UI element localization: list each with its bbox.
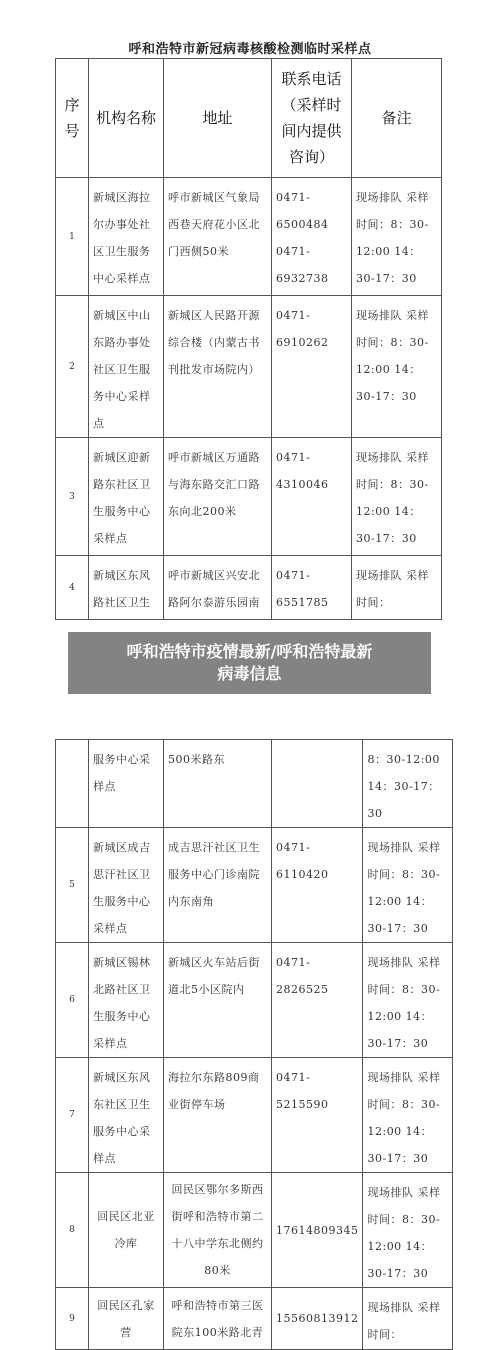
row-index: 7 [56,1058,89,1173]
header-address: 地址 [164,59,272,178]
row-org: 新城区成吉思汗社区卫生服务中心采样点 [89,828,164,943]
header-phone: 联系电话（采样时间内提供咨询） [272,59,352,178]
headline-line-2: 病毒信息 [217,664,282,683]
headline-line-1: 呼和浩特市疫情最新/呼和浩特最新 [126,642,373,661]
row-note: 现场排队 采样时间：8：30-12:00 14：30-17：30 [352,438,442,556]
row-note: 现场排队 采样时间：8：30-12:00 14：30-17：30 [363,943,453,1058]
row-org: 新城区东风路社区卫生 [89,556,164,620]
table-header-row [56,59,442,178]
header-index: 序号 [56,59,89,178]
table-row [56,1288,453,1350]
row-address: 呼市新城区万通路与海东路交汇口路东向北200米 [164,438,272,556]
row-org: 服务中心采样点 [89,740,164,828]
headline-banner [68,632,431,694]
table-row [56,178,442,296]
row-phone: 17614809345 [272,1173,363,1288]
header-note: 备注 [352,59,442,178]
table-row [56,1058,453,1173]
row-address: 呼和浩特市第三医院东100米路北青 [164,1288,272,1350]
row-index: 4 [56,556,89,620]
row-note: 现场排队 采样时间：8：30-12:00 14：30-17：30 [363,1173,453,1288]
row-phone: 0471-6910262 [272,296,352,438]
table-row [56,828,453,943]
table-row [56,943,453,1058]
row-address: 成吉思汗社区卫生服务中心门诊南院内东南角 [164,828,272,943]
row-phone: 0471-6500484 0471-6932738 [272,178,352,296]
row-org: 回民区孔家营 [89,1288,164,1350]
row-note: 8：30-12:00 14：30-17：30 [363,740,453,828]
row-phone: 0471-6551785 [272,556,352,620]
row-index: 5 [56,828,89,943]
table-row [56,556,442,620]
row-phone: 0471-4310046 [272,438,352,556]
row-index [56,740,89,828]
row-address: 新城区火车站后街道北5小区院内 [164,943,272,1058]
row-address: 呼市新城区气象局西巷天府花小区北门西侧50米 [164,178,272,296]
header-org: 机构名称 [89,59,164,178]
row-phone: 0471-2826525 [272,943,363,1058]
sampling-sites-table [55,58,442,620]
row-index: 8 [56,1173,89,1288]
row-note: 现场排队 采样时间：8：30-12:00 14：30-17：30 [352,178,442,296]
table-row [56,740,453,828]
row-address: 呼市新城区兴安北路阿尔泰游乐园南 [164,556,272,620]
row-note: 现场排队 采样时间：8：30-12:00 14：30-17：30 [363,1058,453,1173]
document-title: 呼和浩特市新冠病毒核酸检测临时采样点 [128,42,372,57]
row-address: 500米路东 [164,740,272,828]
row-note: 现场排队 采样时间： [352,556,442,620]
row-address: 回民区鄂尔多斯西街呼和浩特市第二十八中学东北侧约80米 [164,1173,272,1288]
row-org: 回民区北亚冷库 [89,1173,164,1288]
row-phone: 15560813912 [272,1288,363,1350]
row-index: 3 [56,438,89,556]
row-note: 现场排队 采样时间： [363,1288,453,1350]
sampling-sites-table-continued [55,739,453,1350]
table-row [56,296,442,438]
row-note: 现场排队 采样时间：8：30-12:00 14：30-17：30 [363,828,453,943]
row-phone: 0471-5215590 [272,1058,363,1173]
table-row [56,1173,453,1288]
row-address: 新城区人民路开源综合楼（内蒙古书刊批发市场院内） [164,296,272,438]
row-org: 新城区迎新路东社区卫生服务中心采样点 [89,438,164,556]
row-index: 9 [56,1288,89,1350]
row-phone: 0471-6110420 [272,828,363,943]
row-index: 2 [56,296,89,438]
row-org: 新城区海拉尔办事处社区卫生服务中心采样点 [89,178,164,296]
row-address: 海拉尔东路809商业街停车场 [164,1058,272,1173]
row-index: 6 [56,943,89,1058]
table-row [56,438,442,556]
row-index: 1 [56,178,89,296]
row-phone [272,740,363,828]
row-org: 新城区锡林北路社区卫生服务中心采样点 [89,943,164,1058]
row-note: 现场排队 采样时间：8：30-12:00 14：30-17：30 [352,296,442,438]
row-org: 新城区东风东社区卫生服务中心采样点 [89,1058,164,1173]
row-org: 新城区中山东路办事处社区卫生服务中心采样点 [89,296,164,438]
